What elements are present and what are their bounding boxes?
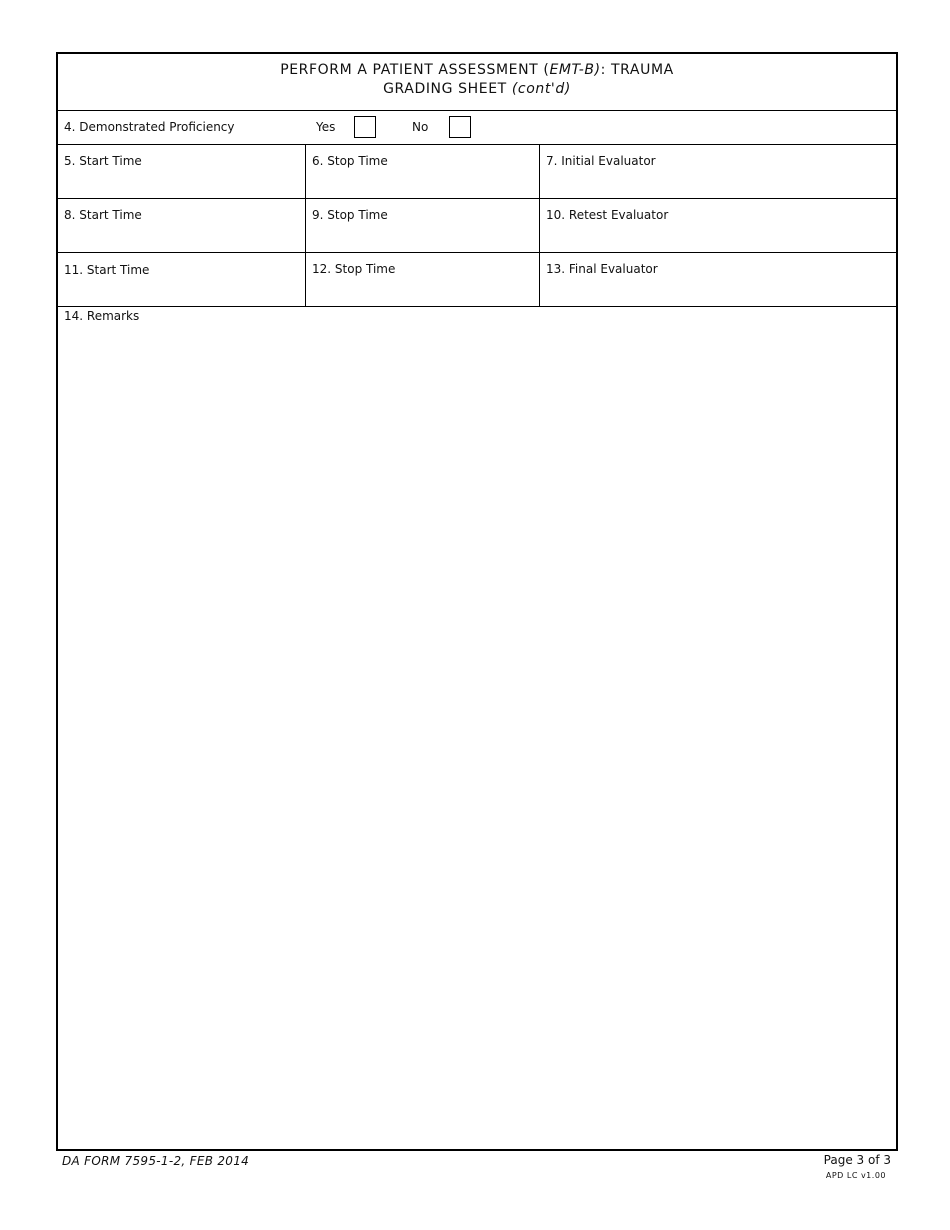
retest-start-time-label: 8. Start Time <box>64 208 142 222</box>
yes-checkbox[interactable] <box>354 116 376 138</box>
retest-start-time-field[interactable] <box>58 199 305 252</box>
remarks-field[interactable] <box>58 307 896 1149</box>
attempt-row-3 <box>58 253 896 307</box>
no-label: No <box>412 120 429 134</box>
final-stop-time-field[interactable] <box>305 253 539 306</box>
initial-evaluator-label: 7. Initial Evaluator <box>546 154 656 168</box>
final-evaluator-label: 13. Final Evaluator <box>546 262 658 276</box>
title-line-1 <box>58 62 896 78</box>
start-time-field[interactable] <box>58 145 305 198</box>
yes-label: Yes <box>316 120 336 134</box>
attempt-row-1 <box>58 145 896 199</box>
version-label: APD LC v1.00 <box>825 1171 886 1180</box>
initial-evaluator-field[interactable] <box>539 145 896 198</box>
retest-stop-time-field[interactable] <box>305 199 539 252</box>
title-grading-sheet: GRADING SHEET <box>383 81 512 97</box>
retest-evaluator-label: 10. Retest Evaluator <box>546 208 669 222</box>
title-prefix: PERFORM A PATIENT ASSESSMENT ( <box>280 62 550 78</box>
final-start-time-field[interactable] <box>58 253 305 306</box>
remarks-label: 14. Remarks <box>64 309 140 323</box>
page-number: Page 3 of 3 <box>823 1153 891 1167</box>
final-evaluator-field[interactable] <box>539 253 896 306</box>
retest-evaluator-field[interactable] <box>539 199 896 252</box>
retest-stop-time-label: 9. Stop Time <box>312 208 388 222</box>
proficiency-label: 4. Demonstrated Proficiency <box>64 120 235 134</box>
title-line-2 <box>58 81 896 97</box>
no-checkbox[interactable] <box>449 116 471 138</box>
final-start-time-label: 11. Start Time <box>64 263 150 277</box>
stop-time-label: 6. Stop Time <box>312 154 388 168</box>
title-suffix: : TRAUMA <box>600 62 674 78</box>
form-title <box>58 54 896 111</box>
proficiency-row <box>58 111 896 145</box>
grading-sheet-form <box>56 52 898 1151</box>
start-time-label: 5. Start Time <box>64 154 142 168</box>
form-identifier: DA FORM 7595-1-2, FEB 2014 <box>62 1154 250 1168</box>
attempt-row-2 <box>58 199 896 253</box>
final-stop-time-label: 12. Stop Time <box>312 262 396 276</box>
title-contd: (cont'd) <box>511 81 571 97</box>
stop-time-field[interactable] <box>305 145 539 198</box>
title-emt-b: EMT-B) <box>549 62 601 78</box>
